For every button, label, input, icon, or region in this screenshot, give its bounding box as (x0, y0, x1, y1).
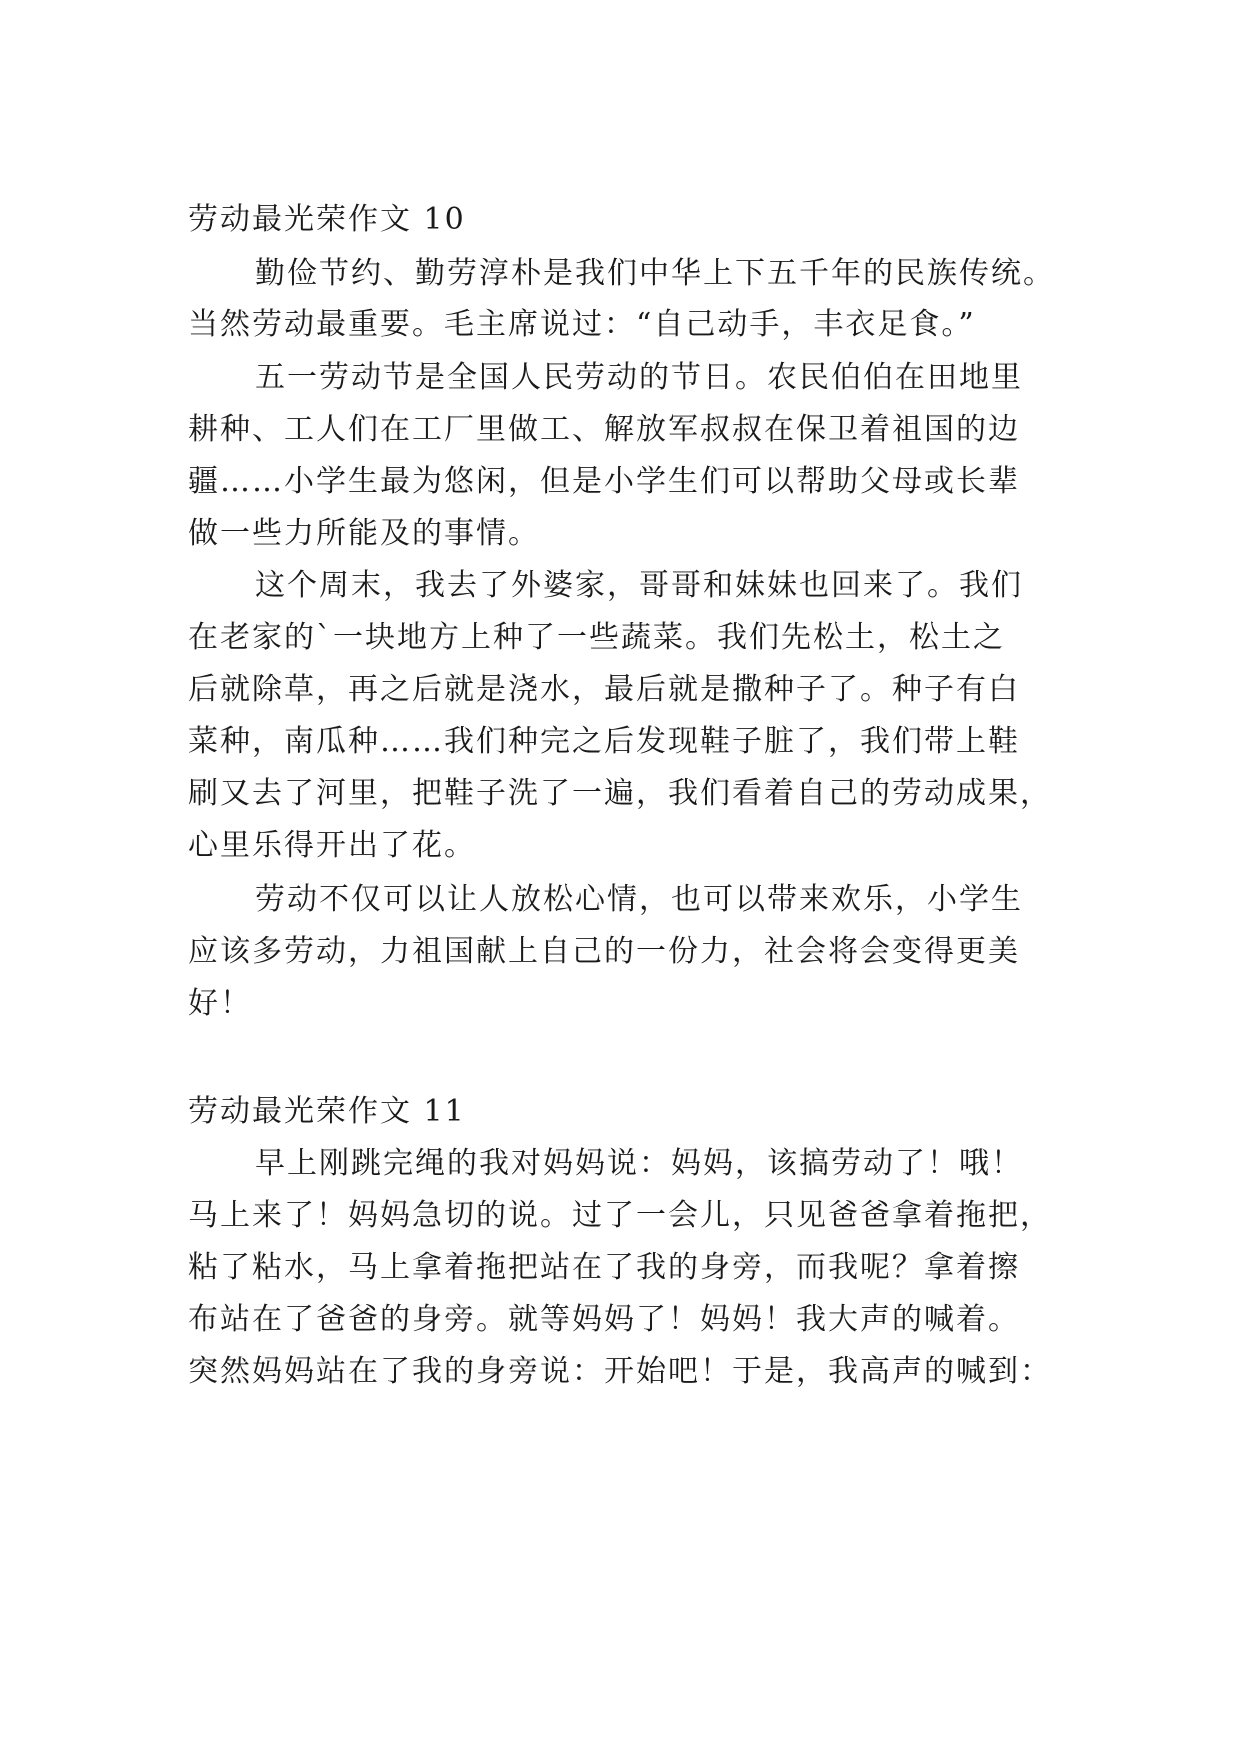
paragraph-line: 早上刚跳完绳的我对妈妈说：妈妈，该搞劳动了！哦！ (255, 1146, 1023, 1181)
paragraph-line: 布站在了爸爸的身旁。就等妈妈了！妈妈！我大声的喊着。 (188, 1302, 1020, 1337)
paragraph-line: 粘了粘水，马上拿着拖把站在了我的身旁，而我呢？拿着擦 (188, 1250, 1020, 1285)
paragraph-line: 马上来了！妈妈急切的说。过了一会儿，只见爸爸拿着拖把， (188, 1198, 1052, 1233)
paragraph-line: 这个周末，我去了外婆家，哥哥和妹妹也回来了。我们 (255, 568, 1023, 603)
section-title: 劳动最光荣作文 11 (188, 1094, 466, 1129)
paragraph-line: 突然妈妈站在了我的身旁说：开始吧！于是，我高声的喊到： (188, 1354, 1052, 1389)
section-title: 劳动最光荣作文 10 (188, 202, 466, 237)
paragraph-line: 劳动不仅可以让人放松心情，也可以带来欢乐，小学生 (255, 882, 1023, 917)
paragraph-line: 好！ (188, 986, 252, 1021)
paragraph-line: 做一些力所能及的事情。 (188, 516, 540, 551)
paragraph-line: 心里乐得开出了花。 (188, 828, 476, 863)
paragraph-line: 刷又去了河里，把鞋子洗了一遍，我们看着自己的劳动成果， (188, 776, 1052, 811)
paragraph-line: 应该多劳动，力祖国献上自己的一份力，社会将会变得更美 (188, 934, 1020, 969)
paragraph-line: 五一劳动节是全国人民劳动的节日。农民伯伯在田地里 (255, 360, 1023, 395)
paragraph-line: 当然劳动最重要。毛主席说过：“自己动手，丰衣足食。” (188, 307, 976, 342)
paragraph-line: 在老家的`一块地方上种了一些蔬菜。我们先松土，松土之 (188, 620, 1005, 655)
paragraph-line: 后就除草，再之后就是浇水，最后就是撒种子了。种子有白 (188, 672, 1020, 707)
paragraph-line: 耕种、工人们在工厂里做工、解放军叔叔在保卫着祖国的边 (188, 412, 1020, 447)
paragraph-line: 疆……小学生最为悠闲，但是小学生们可以帮助父母或长辈 (188, 464, 1020, 499)
paragraph-line: 菜种，南瓜种……我们种完之后发现鞋子脏了，我们带上鞋 (188, 724, 1020, 759)
paragraph-line: 勤俭节约、勤劳淳朴是我们中华上下五千年的民族传统。 (255, 256, 1055, 291)
